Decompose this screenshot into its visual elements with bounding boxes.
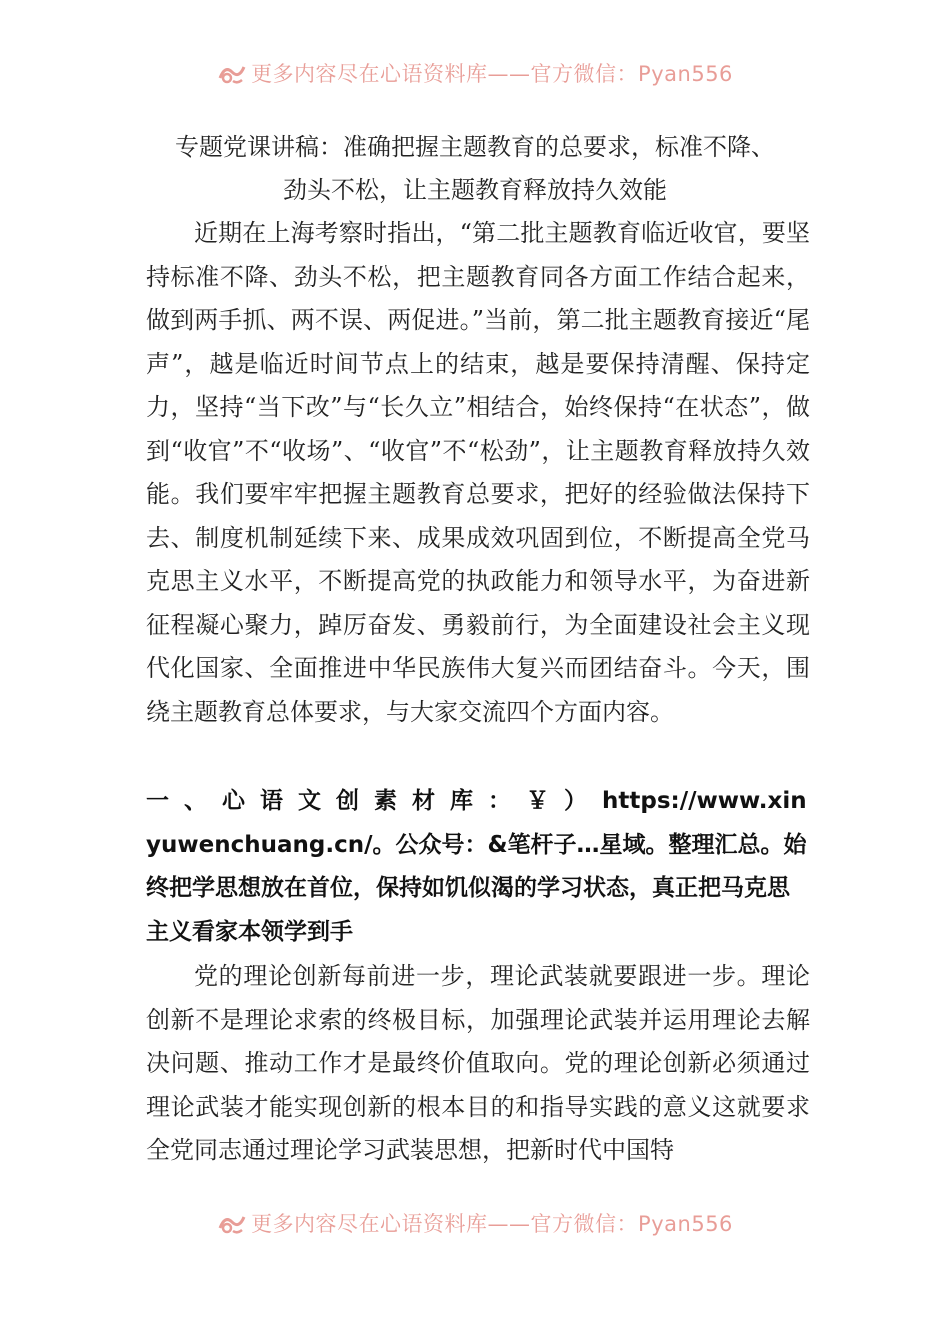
watermark-text: 更多内容尽在心语资料库——官方微信：Pyan556 bbox=[251, 1212, 733, 1236]
section-heading-1 bbox=[146, 780, 810, 954]
document-title-line-2: 劲头不松，让主题教育释放持久效能 bbox=[283, 176, 667, 204]
section-heading-lead: 一、心语文创素材库：￥） bbox=[146, 788, 602, 814]
watermark-text: 更多内容尽在心语资料库——官方微信：Pyan556 bbox=[251, 62, 733, 86]
logo-icon bbox=[217, 1213, 247, 1235]
document-title-line-1: 专题党课讲稿：准确把握主题教育的总要求，标准不降、 bbox=[175, 133, 775, 161]
watermark-bottom bbox=[0, 1208, 950, 1238]
section-heading-rest: https://www.xinyuwenchuang.cn/。公众号：&笔杆子…星域。整理汇总。始终把学思想放在首位，保持如饥似渴的学习状态，真正把马克思主义看家本领学到手 bbox=[146, 788, 807, 945]
section-1-paragraph: 党的理论创新每前进一步，理论武装就要跟进一步。理论创新不是理论求索的终极目标，加强理论武装并运用理论去解决问题、推动工作才是最终价值取向。党的理论创新必须通过理论武装才能实现创新的根本目的和指导实践的意义这就要求全党同志通过理论学习武装思想，把新时代中国特 bbox=[146, 962, 810, 1164]
logo-icon bbox=[217, 63, 247, 85]
intro-paragraph: 近期在上海考察时指出，“第二批主题教育临近收官，要坚持标准不降、劲头不松，把主题教育同各方面工作结合起来，做到两手抓、两不误、两促进。”当前，第二批主题教育接近“尾声”，越是临近时间节点上的结束，越是要保持清醒、保持定力，坚持“当下改”与“长久立”相结合，始终保持“在状态”，做到“收官”不“收场”、“收官”不“松劲”，让主题教育释放持久效能。我们要牢牢把握主题教育总要求，把好的经验做法保持下去、制度机制延续下来、成果成效巩固到位，不断提高全党马克思主义水平，不断提高党的执政能力和领导水平，为奋进新征程凝心聚力，踔厉奋发、勇毅前行，为全面建设社会主义现代化国家、全面推进中华民族伟大复兴而团结奋斗。今天，围绕主题教育总体要求，与大家交流四个方面内容。 bbox=[146, 219, 810, 726]
watermark-top bbox=[0, 58, 950, 88]
